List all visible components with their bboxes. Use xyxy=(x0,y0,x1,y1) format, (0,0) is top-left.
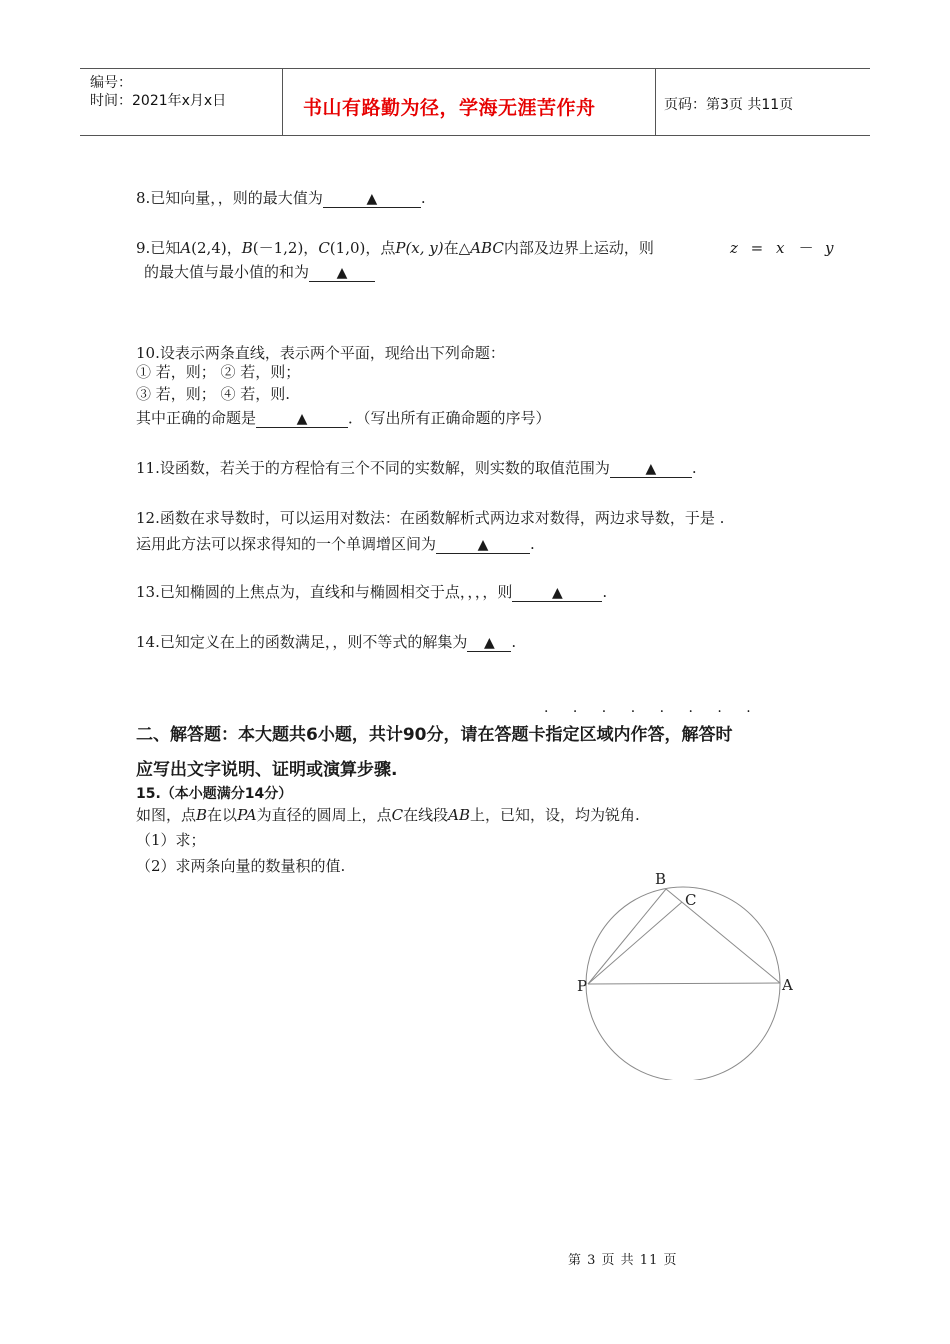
header-divider-right xyxy=(655,68,656,136)
question-8 xyxy=(136,188,426,208)
question-15-part-2: （2）求两条向量的数量积的值. xyxy=(136,857,346,875)
label-c: C xyxy=(685,891,697,909)
question-12-line-1: 12.函数在求导数时，可以运用对数法：在函数解析式两边求对数得，两边求导数，于是 . xyxy=(136,509,725,527)
question-8-text: 8.已知向量，，则的最大值为 xyxy=(136,189,323,207)
answer-blank-11[interactable] xyxy=(610,460,692,478)
header-motto: 书山有路勤为径，学海无涯苦作舟 xyxy=(303,97,596,119)
q9-point-b: B xyxy=(241,239,253,257)
segment-ba xyxy=(666,889,780,983)
answer-blank-9[interactable] xyxy=(309,264,375,282)
q15-segment-pa: PA xyxy=(237,806,257,824)
question-14-text: 14.已知定义在上的函数满足，，则不等式的解集为 xyxy=(136,633,468,651)
q15-point-c: C xyxy=(391,806,404,824)
q15-lead: 如图，点 xyxy=(136,806,197,824)
q15-segment-ab: AB xyxy=(448,806,470,824)
question-11-tail: . xyxy=(691,459,697,477)
q10-tail: ．（写出所有正确命题的序号） xyxy=(348,409,551,427)
section-2-heading-line-2: 应写出文字说明、证明或演算步骤. xyxy=(136,760,398,780)
page-footer: 第 3 页 共 11 页 xyxy=(568,1253,678,1268)
q9-mid: 在△ xyxy=(443,239,471,257)
header-top-rule xyxy=(80,68,870,69)
question-10-line-3: ③ 若，则； ④ 若，则. xyxy=(136,385,291,403)
q9-line2-text: 的最大值与最小值的和为 xyxy=(144,263,310,281)
triangle-icon: ▲ xyxy=(296,411,308,427)
question-14 xyxy=(136,632,516,652)
question-13-tail: . xyxy=(602,583,608,601)
question-8-tail: . xyxy=(420,189,426,207)
label-p: P xyxy=(577,977,588,995)
question-15-part-1: （1）求； xyxy=(136,831,206,849)
label-a: A xyxy=(782,976,793,994)
q9-c-coord: (1,0)，点 xyxy=(329,239,396,257)
q9-point-p: P xyxy=(395,239,406,257)
segment-pb xyxy=(588,889,666,984)
header-code: 编号： xyxy=(90,75,132,91)
triangle-icon: ▲ xyxy=(645,461,657,477)
question-15-line-1 xyxy=(136,805,640,825)
header-bottom-rule xyxy=(80,135,870,136)
question-9-line-2 xyxy=(144,262,375,282)
segment-pa xyxy=(588,983,780,984)
segment-pc xyxy=(588,902,682,984)
question-15-title: 15.（本小题满分14分） xyxy=(136,786,293,802)
question-11-text: 11.设函数，若关于的方程恰有三个不同的实数解，则实数的取值范围为 xyxy=(136,459,610,477)
answer-blank-12[interactable] xyxy=(436,536,530,554)
label-b: B xyxy=(655,870,667,888)
q9-point-c: C xyxy=(318,239,330,257)
triangle-icon: ▲ xyxy=(336,265,348,281)
question-10-line-4 xyxy=(136,408,551,428)
answer-blank-14[interactable] xyxy=(467,634,511,652)
answer-blank-13[interactable] xyxy=(512,584,602,602)
emphasis-dots: · · · · · · · · xyxy=(544,704,761,720)
question-13-text: 13.已知椭圆的上焦点为，直线和与椭圆相交于点，，，，则 xyxy=(136,583,513,601)
triangle-icon: ▲ xyxy=(551,585,563,601)
q15-mid1: 在以 xyxy=(207,806,238,824)
q9-mid2: 内部及边界上运动，则 xyxy=(503,239,654,257)
section-2-heading-line-1: 二、解答题：本大题共6小题，共计90分，请在答题卡指定区域内作答，解答时 xyxy=(136,725,733,745)
question-10-line-2: ① 若，则； ② 若，则； xyxy=(136,363,301,381)
question-12-tail: . xyxy=(530,535,535,553)
question-10-line-1: 10.设表示两条直线，表示两个平面，现给出下列命题： xyxy=(136,344,505,362)
q15-mid3: 在线段 xyxy=(403,806,449,824)
q9-triangle-abc: ABC xyxy=(470,239,504,257)
q12-line2-text: 运用此方法可以探求得知的一个单调增区间为 xyxy=(136,535,437,553)
question-14-tail: . xyxy=(511,633,517,651)
answer-blank-10[interactable] xyxy=(256,410,348,428)
q15-point-b: B xyxy=(196,806,208,824)
q10-lead: 其中正确的命题是 xyxy=(136,409,257,427)
q9-b-coord: (－1,2)， xyxy=(252,239,319,257)
triangle-icon: ▲ xyxy=(483,635,495,651)
q15-mid2: 为直径的圆周上，点 xyxy=(256,806,392,824)
question-12-line-2 xyxy=(136,534,535,554)
q9-p-coord: (x, y) xyxy=(405,239,444,257)
q15-tail: 上，已知，设，均为锐角. xyxy=(470,806,640,824)
header-page-info: 页码：第3页 共11页 xyxy=(664,97,794,113)
triangle-icon: ▲ xyxy=(366,191,378,207)
header-divider-left xyxy=(282,68,283,136)
geometry-figure xyxy=(560,860,820,1080)
question-11 xyxy=(136,458,697,478)
question-9-line-1 xyxy=(136,238,654,258)
header-date: 时间：2021年x月x日 xyxy=(90,93,227,109)
triangle-icon: ▲ xyxy=(477,537,489,553)
q9-point-a: A xyxy=(180,239,192,257)
question-13 xyxy=(136,582,607,602)
q9-a-coord: (2,4)， xyxy=(191,239,242,257)
answer-blank-8[interactable] xyxy=(323,190,421,208)
q9-lead: 9.已知 xyxy=(136,239,181,257)
q9-expression: z = x － y xyxy=(730,239,838,257)
